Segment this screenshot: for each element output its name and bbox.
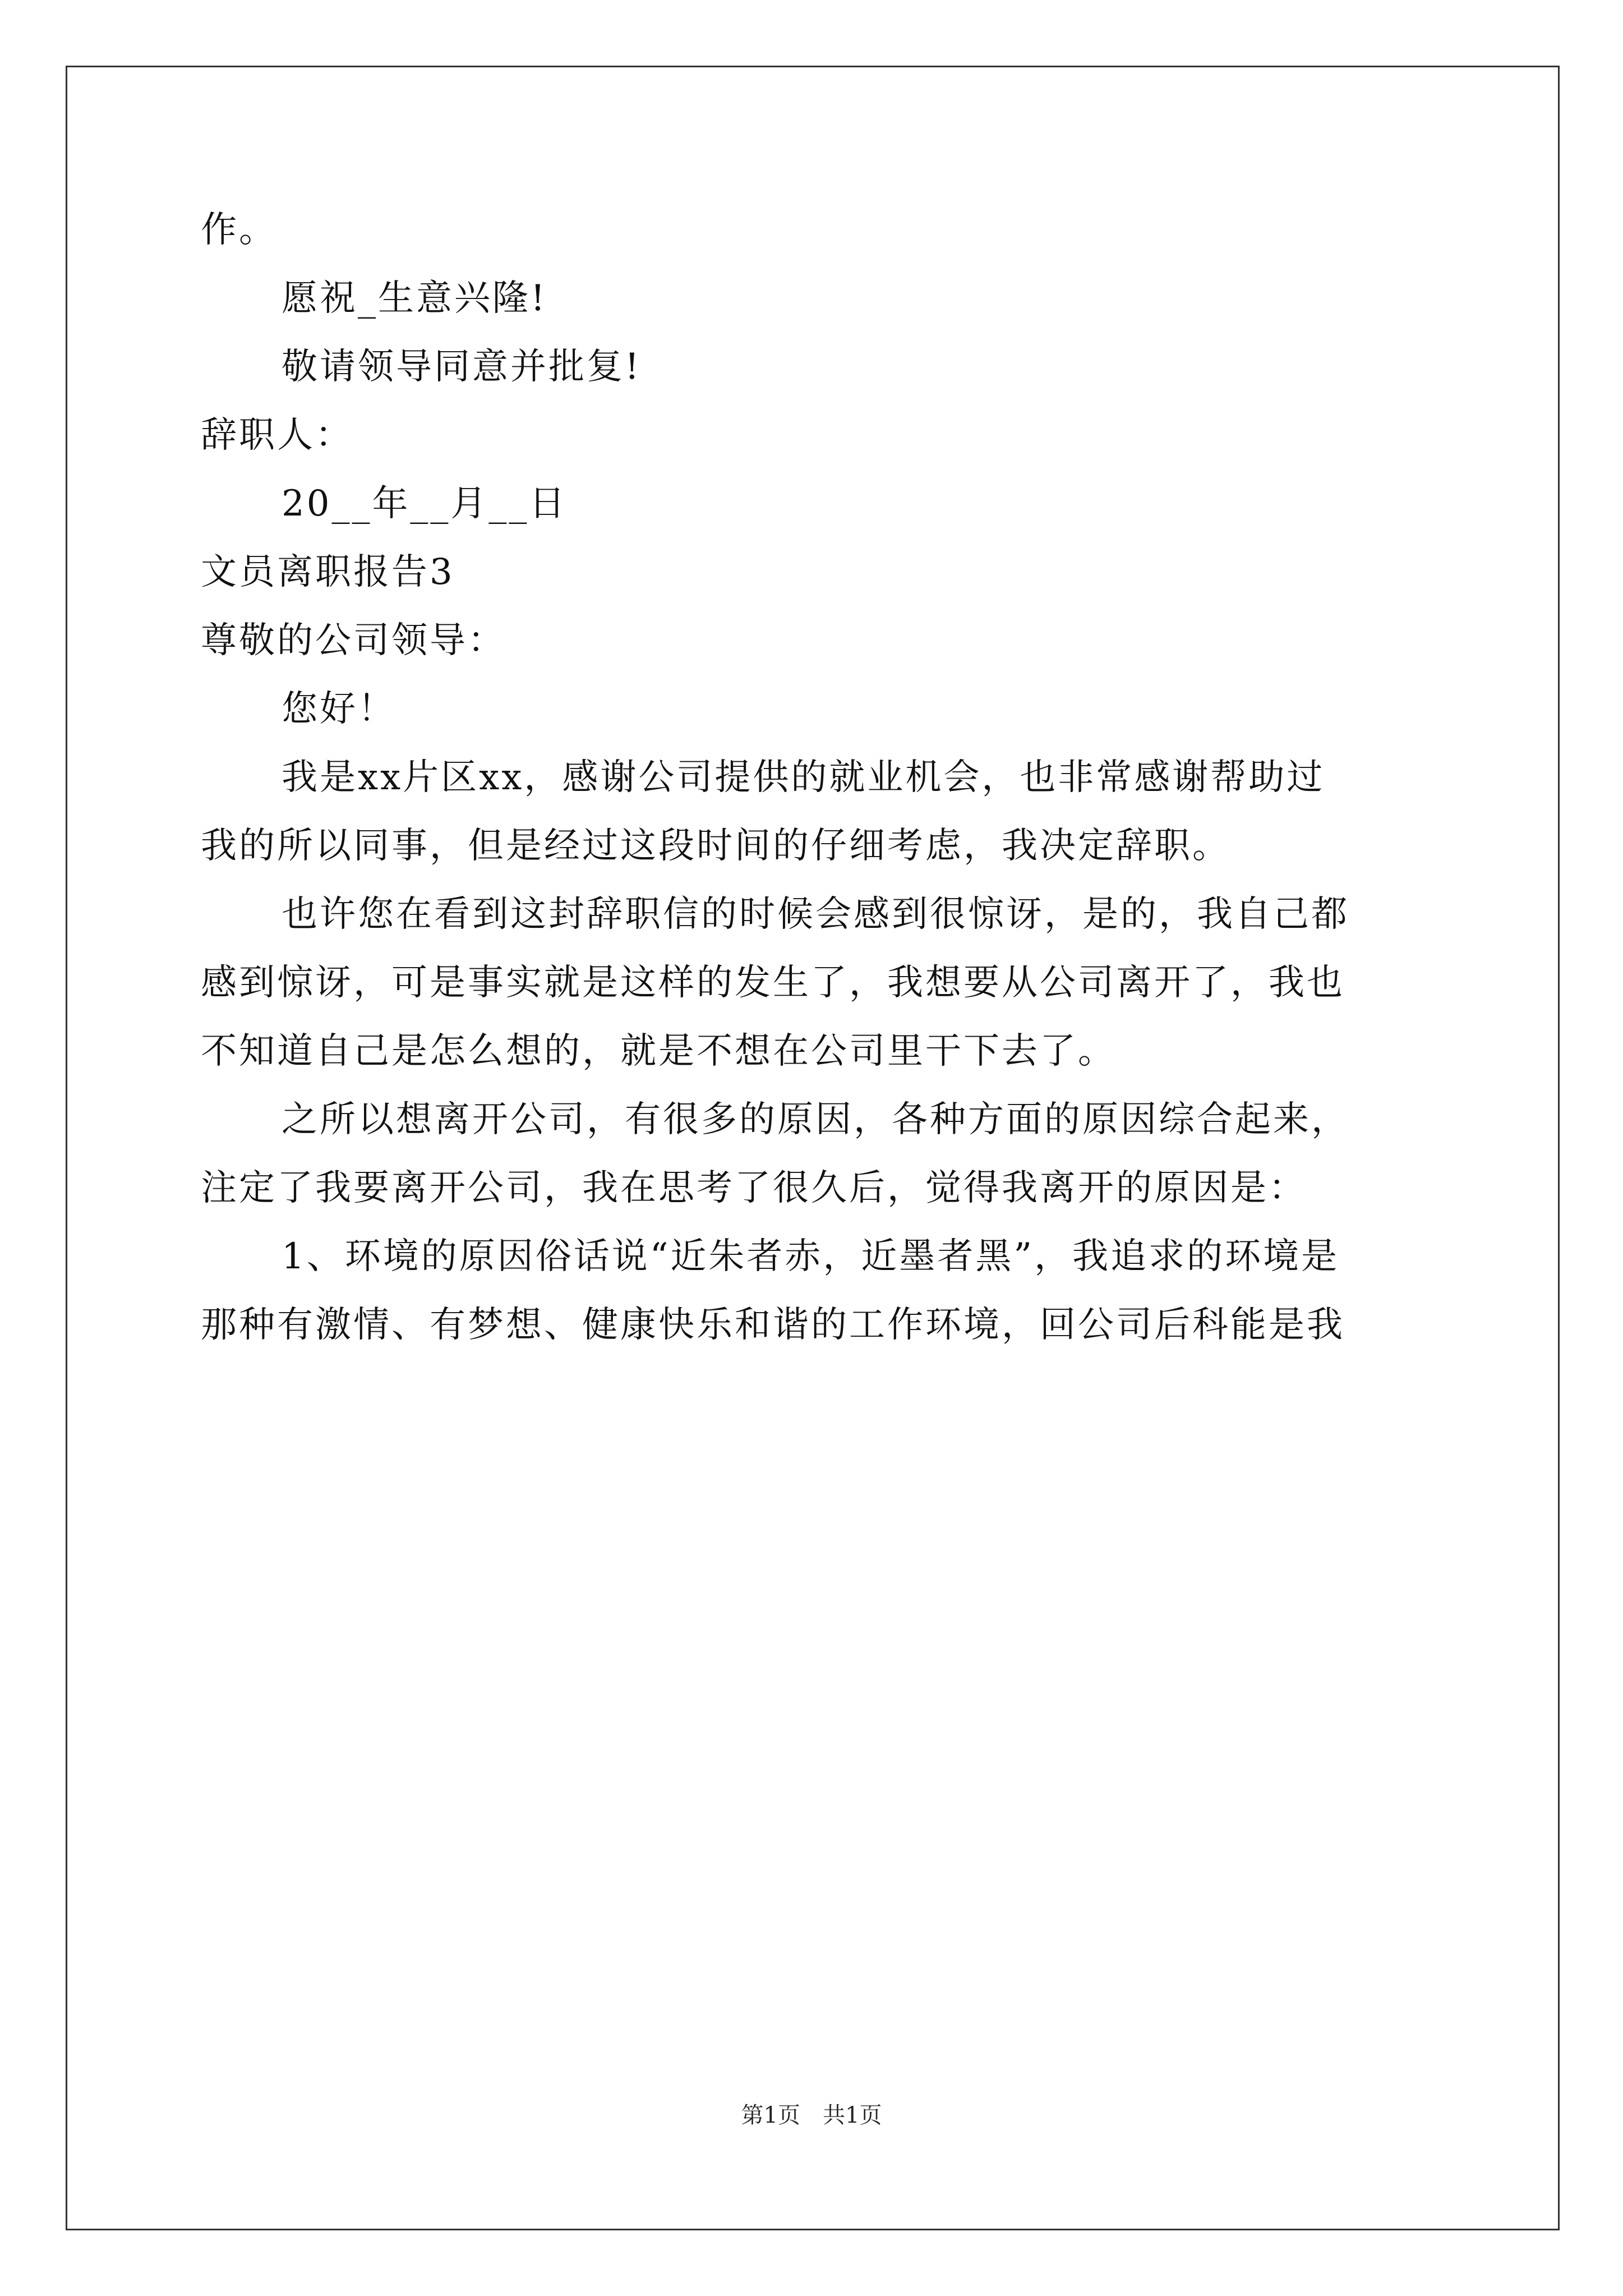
text-line: 那种有激情、有梦想、健康快乐和谐的工作环境，回公司后科能是我 (201, 1304, 1345, 1346)
text-line: 我是xx片区xx，感谢公司提供的就业机会，也非常感谢帮助过 (282, 757, 1325, 798)
text-line: 不知道自己是怎么想的，就是不想在公司里干下去了。 (201, 1030, 1116, 1072)
text-line: 1、环境的原因俗话说“近朱者赤，近墨者黑”，我追求的环境是 (282, 1236, 1340, 1277)
page-total: 共1页 (823, 2102, 882, 2128)
greeting: 您好！ (282, 688, 396, 730)
text-line: 敬请领导同意并批复! (282, 346, 642, 388)
text-line: 我的所以同事，但是经过这段时间的仔细考虑，我决定辞职。 (201, 825, 1230, 867)
page-number: 第1页 (741, 2102, 800, 2128)
date-line: 20__年__月__日 (282, 483, 568, 524)
text-line: 也许您在看到这封辞职信的时候会感到很惊讶，是的，我自己都 (282, 894, 1349, 935)
text-line: 愿祝_生意兴隆! (282, 278, 547, 319)
text-line: 感到惊讶，可是事实就是这样的发生了，我想要从公司离开了，我也 (201, 962, 1345, 1004)
text-line: 注定了我要离开公司，我在思考了很久后，觉得我离开的原因是： (201, 1167, 1307, 1209)
page-footer (0, 2101, 1623, 2130)
section-title: 文员离职报告3 (201, 551, 455, 593)
signer-label: 辞职人： (201, 415, 353, 456)
text-line: 作。 (201, 209, 277, 251)
text-line: 之所以想离开公司，有很多的原因，各种方面的原因综合起来， (282, 1099, 1349, 1140)
salutation: 尊敬的公司领导： (201, 620, 506, 661)
page-border (66, 66, 1560, 2230)
